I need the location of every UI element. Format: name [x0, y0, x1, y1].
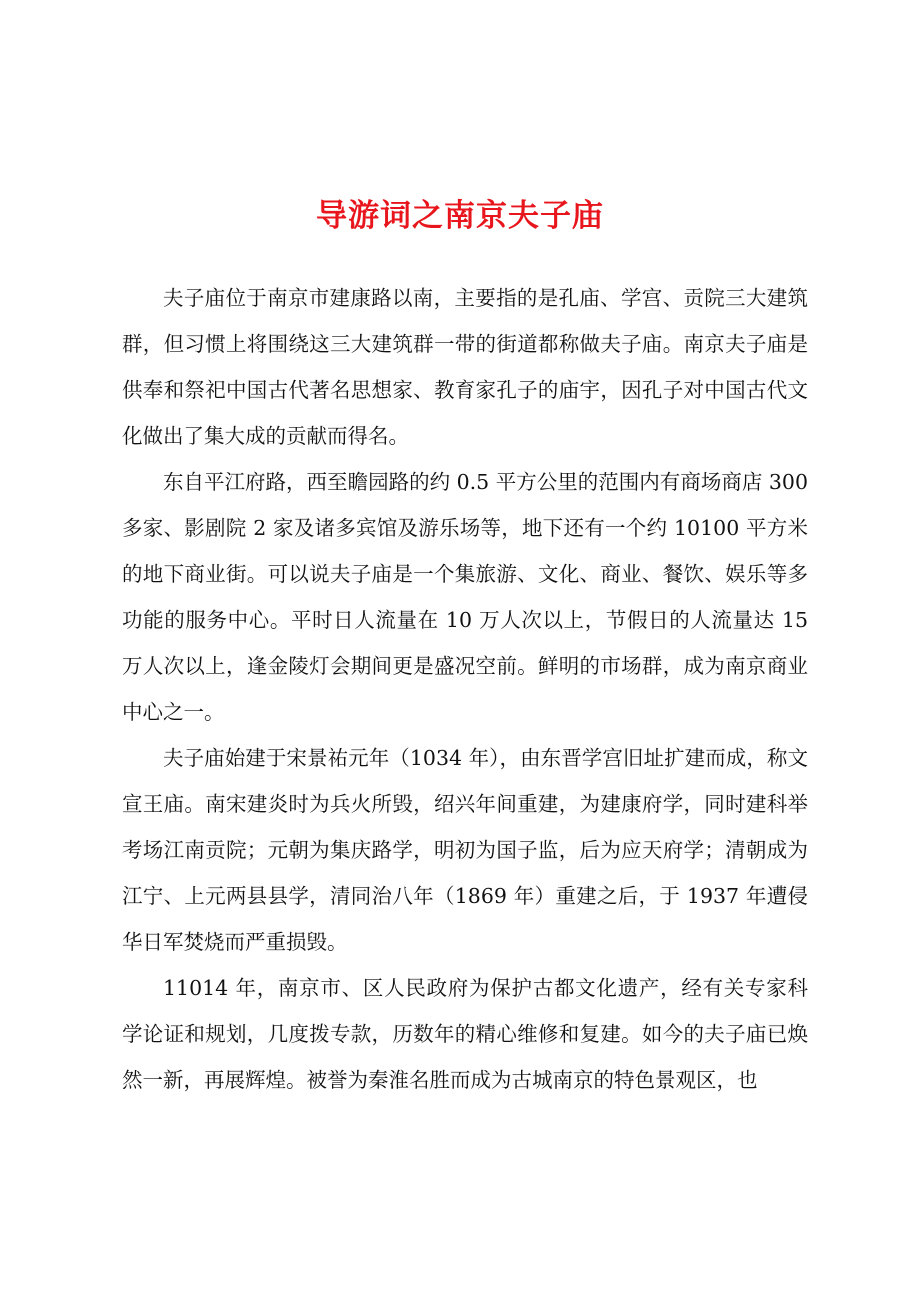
document-title: 导游词之南京夫子庙 — [316, 198, 604, 234]
paragraph-history: 夫子庙始建于宋景祐元年（1034 年），由东晋学宫旧址扩建而成，称文宣王庙。南宋建炎时为兵火所毁，绍兴年间重建，为建康府学，同时建科举考场江南贡院；元朝为集庆路学，明初为国子监，后为应天府学；清朝成为江宁、上元两县县学，清同治八年（1869 年）重建之后，于 1937 年遭侵华日军焚烧而严重损毁。 — [122, 746, 808, 954]
paragraph-restoration: 11014 年，南京市、区人民政府为保护古都文化遗产，经有关专家科学论证和规划，几度拨专款，历数年的精心维修和复建。如今的夫子庙已焕然一新，再展辉煌。被誉为秦淮名胜而成为古城南京的特色景观区，也 — [122, 976, 808, 1092]
paragraph-commerce: 东自平江府路，西至瞻园路的约 0.5 平方公里的范围内有商场商店 300 多家、影剧院 2 家及诸多宾馆及游乐场等，地下还有一个约 10100 平方米的地下商业街。可以说夫子庙是一个集旅游、文化、商业、餐饮、娱乐等多功能的服务中心。平时日人流量在 10 万人次以上，节假日的人流量达 15 万人次以上，逢金陵灯会期间更是盛况空前。鲜明的市场群，成为南京商业中心之一。 — [122, 470, 808, 724]
document-body — [122, 275, 808, 1103]
paragraph-intro: 夫子庙位于南京市建康路以南，主要指的是孔庙、学宫、贡院三大建筑群，但习惯上将围绕这三大建筑群一带的街道都称做夫子庙。南京夫子庙是供奉和祭祀中国古代著名思想家、教育家孔子的庙宇，因孔子对中国古代文化做出了集大成的贡献而得名。 — [122, 286, 808, 448]
